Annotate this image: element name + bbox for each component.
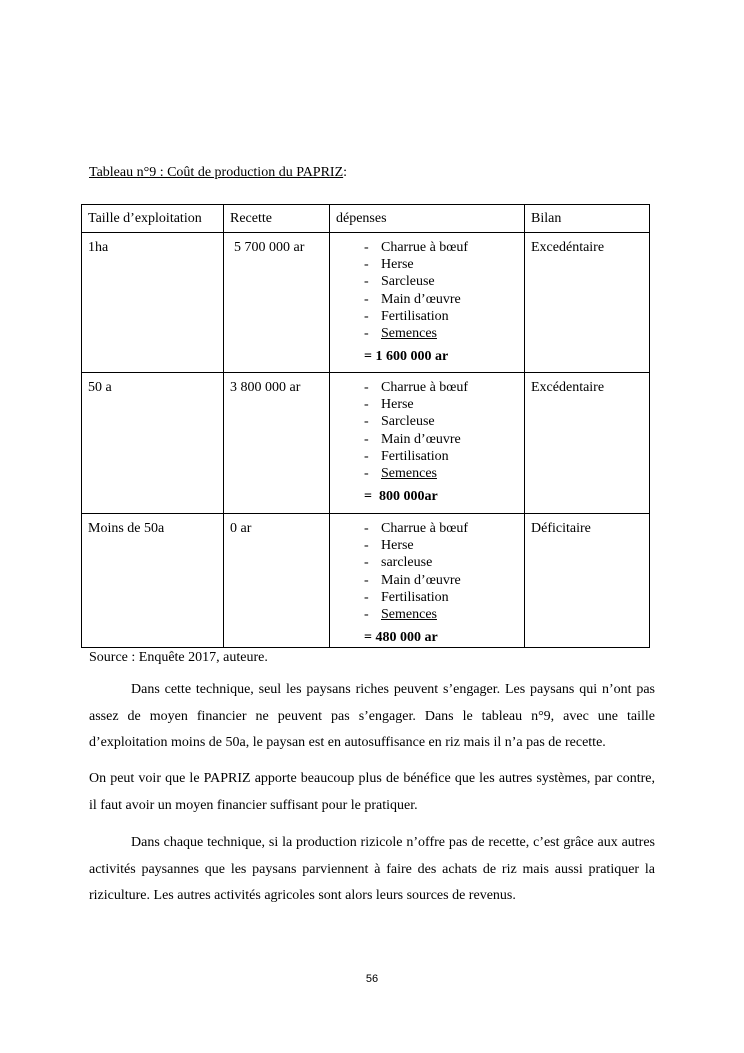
- cell-recette: 3 800 000 ar: [224, 373, 330, 514]
- list-item-label: Semences: [381, 607, 437, 623]
- header-depenses: dépenses: [330, 205, 525, 233]
- cell-depenses: [330, 514, 525, 648]
- depenses-list: [336, 379, 518, 482]
- paragraph-1: Dans cette technique, seul les paysans riches peuvent s’engager. Les paysans qui n’ont pas assez de moyen financier ne peuvent pas s’engager. Dans le tableau n°9, avec une taille d’exploitation moins de 50a, le paysan est en autosuffisance en riz mais il n’a pas de recette.: [89, 682, 655, 750]
- list-item: - Sarcleuse: [364, 273, 518, 290]
- list-item: - Fertilisation: [364, 308, 518, 325]
- page-number: 56: [365, 973, 379, 985]
- table-caption-colon: :: [343, 165, 348, 180]
- table-row: [82, 373, 650, 514]
- list-item: - Main d’œuvre: [364, 291, 518, 308]
- header-bilan: Bilan: [525, 205, 650, 233]
- list-item-label: Semences: [381, 466, 437, 482]
- header-recette: Recette: [224, 205, 330, 233]
- recette-value: 5 700 000 ar: [234, 240, 305, 255]
- cell-depenses: [330, 233, 525, 373]
- list-item: - Herse: [364, 256, 518, 273]
- cell-taille: 50 a: [82, 373, 224, 514]
- list-item: - Sarcleuse: [364, 413, 518, 430]
- depenses-list: [336, 239, 518, 342]
- table-row: [82, 233, 650, 373]
- table-caption: [89, 165, 347, 181]
- list-item: - Charrue à bœuf: [364, 239, 518, 256]
- cell-bilan: Excedéntaire: [525, 233, 650, 373]
- list-item: - Charrue à bœuf: [364, 379, 518, 396]
- depenses-list: [336, 520, 518, 623]
- table-header-row: [82, 205, 650, 233]
- cell-bilan: Excédentaire: [525, 373, 650, 514]
- depenses-total: = 1 600 000 ar: [364, 349, 449, 365]
- list-item: - Charrue à bœuf: [364, 520, 518, 537]
- cell-taille: Moins de 50a: [82, 514, 224, 648]
- list-item: [364, 465, 518, 482]
- list-item-label: Semences: [381, 326, 437, 342]
- cell-taille: 1ha: [82, 233, 224, 373]
- list-item: [364, 325, 518, 342]
- table-source: Source : Enquête 2017, auteure.: [89, 650, 268, 665]
- list-item: - Fertilisation: [364, 589, 518, 606]
- cell-recette: [224, 233, 330, 373]
- depenses-total: = 480 000 ar: [364, 630, 438, 646]
- list-item: - Herse: [364, 396, 518, 413]
- cell-bilan: Déficitaire: [525, 514, 650, 648]
- list-item: - sarcleuse: [364, 554, 518, 571]
- list-item: [364, 606, 518, 623]
- cell-depenses: [330, 373, 525, 514]
- table-caption-title: Tableau n°9 : Coût de production du PAPRIZ: [89, 165, 344, 180]
- list-item: - Fertilisation: [364, 448, 518, 465]
- header-taille: Taille d’exploitation: [82, 205, 224, 233]
- production-cost-table: [81, 204, 650, 648]
- list-item: - Main d’œuvre: [364, 431, 518, 448]
- paragraph-2: On peut voir que le PAPRIZ apporte beaucoup plus de bénéfice que les autres systèmes, par contre, il faut avoir un moyen financier suffisant pour le pratiquer.: [89, 771, 655, 813]
- paragraph-3: Dans chaque technique, si la production rizicole n’offre pas de recette, c’est grâce aux autres activités paysannes que les paysans parviennent à faire des achats de riz mais aussi pratiquer la riziculture. Les autres activités agricoles sont alors leurs sources de revenus.: [89, 835, 655, 903]
- list-item: - Main d’œuvre: [364, 572, 518, 589]
- cell-recette: 0 ar: [224, 514, 330, 648]
- table-row: [82, 514, 650, 648]
- depenses-total: = 800 000ar: [364, 489, 438, 505]
- list-item: - Herse: [364, 537, 518, 554]
